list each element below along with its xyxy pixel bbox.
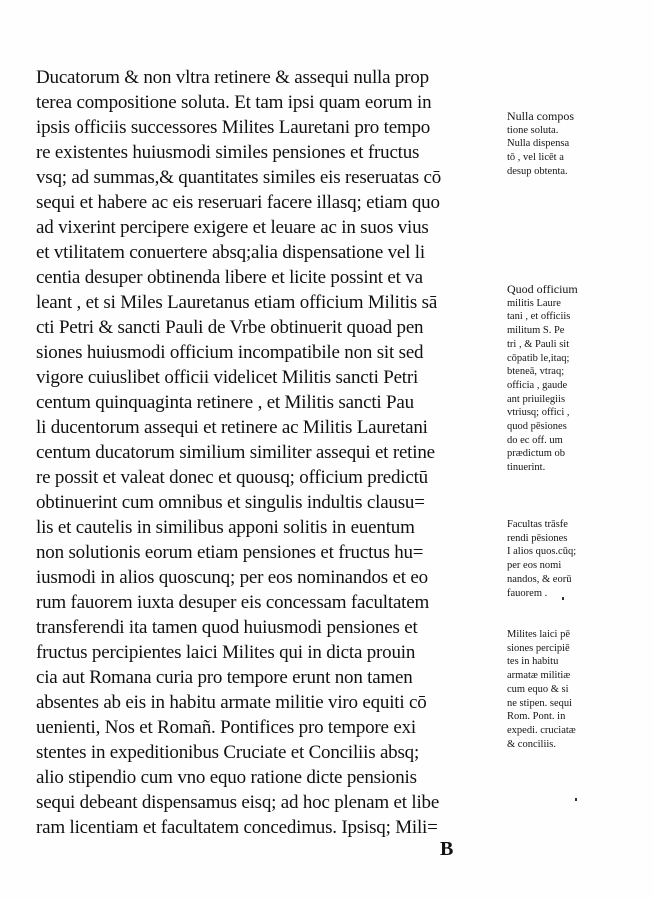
text-line-19: lis et cautelis in similibus apponi solitis in euentum: [36, 517, 415, 538]
text-line-26: absentes ab eis in habitu armate militie viro equiti cō: [36, 692, 427, 713]
margin-line: Nulla dispensa: [507, 138, 570, 150]
margin-line: per eos nomi: [507, 560, 562, 572]
margin-line: officia , gaude: [507, 379, 568, 391]
text-line-4: re existentes huiusmodi similes pensiones et fructus: [36, 142, 420, 163]
margin-line: cum equo & si: [507, 683, 569, 695]
text-line-1: Ducatorum & non vltra retinere & assequi nulla prop: [36, 67, 429, 88]
margin-line: Rom. Pont. in: [507, 711, 566, 723]
margin-note-office: [507, 283, 599, 475]
margin-line: tinuerint.: [507, 462, 546, 474]
text-line-9: centia desuper obtinenda libere et licite possint et va: [36, 267, 423, 288]
margin-line: Facultas trāsfe: [507, 519, 568, 530]
margin-line: bteneā, vtraq;: [507, 366, 565, 378]
signature-mark: B: [440, 838, 454, 860]
margin-line: rendi pēsiones: [507, 532, 568, 544]
margin-line: Nulla compos: [507, 110, 574, 123]
text-line-6: sequi et habere ac eis reseruari facere illasq; etiam quo: [36, 192, 440, 213]
text-line-5: vsq; ad summas,& quantitates similes eis reseruatas cō: [36, 167, 442, 188]
margin-line: siones percipiē: [507, 642, 570, 654]
margin-line: desup obtenta.: [507, 165, 568, 177]
text-line-24: fructus percipientes laici Milites qui in dicta prouin: [36, 642, 416, 663]
text-line-16: centum ducatorum similium similiter assequi et retine: [36, 442, 435, 463]
margin-line: Quod officium: [507, 283, 578, 296]
margin-line: cōpatib le,itaq;: [507, 352, 570, 364]
margin-line: Milites laici pē: [507, 629, 570, 640]
text-line-29: alio stipendio cum vno equo ratione dicte pensionis: [36, 767, 417, 788]
text-line-3: ipsis officiis successores Milites Lauretani pro tempo: [36, 117, 431, 138]
text-line-14: centum quinquaginta retinere , et Militis sancti Pau: [36, 392, 414, 413]
text-line-21: iusmodi in alios quoscunq; per eos nominandos et eo: [36, 567, 428, 588]
text-line-20: non solutionis eorum etiam pensiones et fructus hu=: [36, 542, 424, 563]
ink-speck: [562, 597, 564, 600]
margin-line: tes in habitu: [507, 656, 559, 668]
ink-speck: [575, 798, 577, 801]
margin-line: armatæ militiæ: [507, 670, 571, 682]
margin-line: tō , vel licēt a: [507, 152, 564, 164]
margin-line: I alios quos.cūq;: [507, 546, 577, 558]
text-line-31: ram licentiam et facultatem concedimus. Ipsisq; Mili=: [36, 817, 438, 838]
text-line-7: ad vixerint percipere exigere et leuare ac in suos vius: [36, 217, 429, 238]
margin-line: militum S. Pe: [507, 325, 565, 337]
text-line-22: rum fauorem iuxta desuper eis concessam facultatem: [36, 592, 430, 613]
text-line-10: leant , et si Miles Lauretanus etiam officium Militis sā: [36, 292, 438, 313]
text-line-23: transferendi ita tamen quod huiusmodi pensiones et: [36, 617, 418, 638]
text-line-25: cia aut Romana curia pro tempore erunt non tamen: [36, 667, 413, 688]
text-line-15: li ducentorum assequi et retinere ac Militis Lauretani: [36, 417, 428, 438]
margin-line: do ec off. um: [507, 434, 563, 446]
text-line-30: sequi debeant dispensamus eisq; ad hoc plenam et libe: [36, 792, 440, 813]
margin-note-transfer: [507, 518, 599, 600]
text-line-13: vigore cuiuslibet officii videlicet Militis sancti Petri: [36, 367, 419, 388]
margin-line: ne stipen. sequi: [507, 697, 573, 709]
margin-note-composition: [507, 110, 599, 179]
text-line-2: terea compositione soluta. Et tam ipsi quam eorum in: [36, 92, 432, 113]
margin-line: prædictum ob: [507, 448, 566, 460]
text-line-12: siones huiusmodi officium incompatibile non sit sed: [36, 342, 424, 363]
margin-line: tione soluta.: [507, 124, 559, 136]
margin-note-laymen: [507, 628, 599, 751]
margin-line: quod pēsiones: [507, 421, 567, 433]
margin-line: nandos, & eorū: [507, 573, 572, 585]
margin-line: expedi. cruciatæ: [507, 724, 576, 736]
text-line-11: cti Petri & sancti Pauli de Vrbe obtinuerit quoad pen: [36, 317, 424, 338]
margin-line: militis Laure: [507, 297, 561, 309]
margin-line: & conciliis.: [507, 738, 556, 750]
margin-line: fauorem .: [507, 587, 548, 599]
margin-line: tri , & Pauli sit: [507, 338, 570, 350]
text-line-18: obtinuerint cum omnibus et singulis indultis clausu=: [36, 492, 425, 513]
margin-line: vtriusq; offici ,: [507, 407, 570, 419]
text-line-27: uenienti, Nos et Romañ. Pontifices pro tempore exi: [36, 717, 416, 738]
text-line-28: stentes in expeditionibus Cruciate et Conciliis absq;: [36, 742, 420, 763]
text-line-17: re possit et valeat donec et quousq; officium predictū: [36, 467, 428, 488]
margin-line: tani , et officiis: [507, 311, 571, 323]
margin-line: ant priuilegiis: [507, 393, 566, 405]
text-line-8: et vtilitatem conuertere absq;alia dispensatione vel li: [36, 242, 425, 263]
